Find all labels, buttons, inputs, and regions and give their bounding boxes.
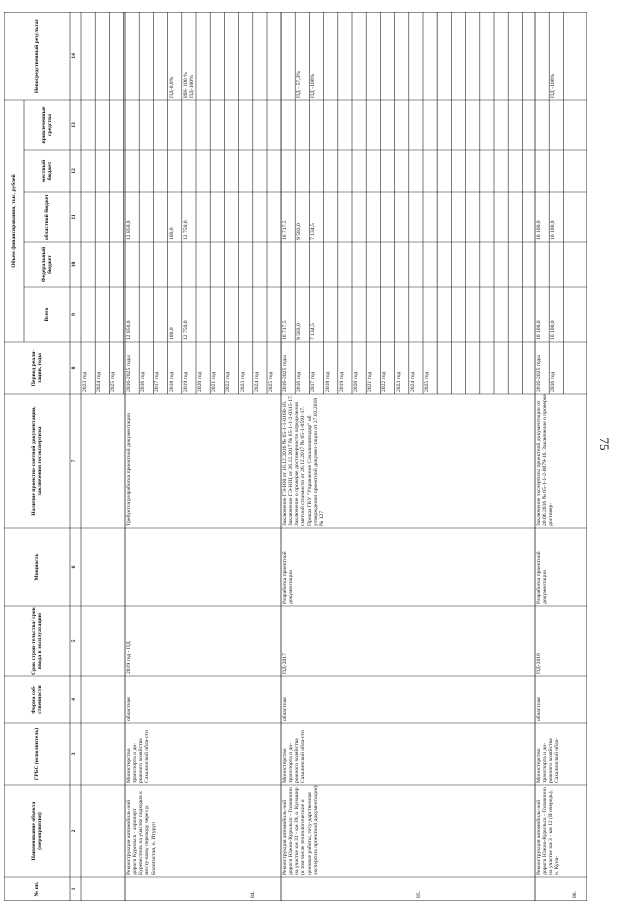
col-number: 10 <box>71 261 77 268</box>
result-cell: ПД -100% <box>550 73 557 98</box>
table-sheet <box>4 12 587 901</box>
federal-cell <box>536 241 548 286</box>
result-cell <box>282 11 295 99</box>
federal-cell <box>424 241 436 286</box>
period-cell: 2024 год <box>96 371 102 392</box>
total-cell: 10 100,0 <box>536 320 542 340</box>
period-cell: 2023 год <box>239 371 246 392</box>
total-cell <box>339 286 351 341</box>
result-cell <box>424 11 437 99</box>
regional-cell <box>225 191 237 241</box>
regional-cell <box>396 191 408 241</box>
object-capacity: Разработка проектной документации <box>536 549 549 604</box>
header-term: Срок строи-тельства/ срок ввода в эксплуатацию <box>30 607 43 675</box>
federal-cell <box>169 241 181 286</box>
federal-cell <box>183 241 195 286</box>
header-no: № пп. <box>33 881 40 897</box>
object-number: 86. <box>572 891 578 898</box>
period-cell: 2017 год <box>154 371 161 392</box>
period-cell: 2016-2025 годы <box>536 354 542 392</box>
regional-cell: 100,0 <box>168 227 175 240</box>
regional-cell <box>367 191 379 241</box>
header-funding-group: Объем финансирования, тыс. рублей <box>10 174 17 268</box>
regional-cell <box>140 191 152 241</box>
header-form: Форма соб-ственности <box>30 685 43 714</box>
regional-cell: 7 134,5 <box>310 223 317 240</box>
total-cell <box>197 286 209 341</box>
regional-cell <box>339 191 351 241</box>
result-cell <box>381 11 394 99</box>
header-regional: областной бюджет <box>43 193 50 241</box>
result-cell: ПД - 57,3% <box>296 71 303 98</box>
federal-cell <box>310 241 322 286</box>
total-cell: 12 750,0 <box>182 320 189 340</box>
regional-cell <box>197 191 209 241</box>
object-name: Реконструкция автомобиль-ной дороги Южно-Курильск - Головнино на участке км 3 - км 12 (II очередь), о. Куна- <box>536 785 561 875</box>
regional-cell <box>154 191 166 241</box>
federal-cell <box>140 241 152 286</box>
period-cell: 2017 год <box>310 371 317 392</box>
total-cell <box>325 286 337 341</box>
col-number: 8 <box>71 366 77 370</box>
object-docs: Заключение ГЭ-Ю0 от 16.12.2016 № 65-1-1-0160-16. Заключение ГЭ-ЮЦ от 26.12.2017 № 65-1-1-2-0315-17. Заключение о проверке достоверности определения сметной стоимости от 26.12.2017 № 65-1-0591-17. Приказ ГКУ "Управление Сахалинавтодор" об утверждении проектной докумен-тации от 27.03.2018 № 127 <box>282 393 325 526</box>
regional-cell <box>353 191 365 241</box>
col-number: 14 <box>71 53 77 59</box>
regional-cell <box>211 191 223 241</box>
total-cell: 12 850,0 <box>126 320 132 340</box>
federal-cell <box>367 241 379 286</box>
result-cell <box>396 11 409 99</box>
header-total: Всего <box>43 307 50 322</box>
result-cell <box>339 11 352 99</box>
result-cell <box>240 11 253 99</box>
regional-cell <box>240 191 252 241</box>
col-number: 6 <box>71 565 77 569</box>
total-cell <box>410 286 422 341</box>
col-number: 11 <box>71 214 77 220</box>
period-cell: 2019 год <box>182 371 189 392</box>
header-attracted: привлеченные средства <box>40 106 53 144</box>
federal-cell <box>126 241 138 286</box>
period-cell: 2025 год <box>268 371 274 392</box>
header-local: местный бюджет <box>40 159 53 183</box>
header-name: Наименование объекта (мероприятия) <box>30 801 43 861</box>
federal-cell <box>211 241 223 286</box>
object-grbs: Министерство транспорта и до-рожного хозяйства Сахалинской обла-сти <box>126 730 151 783</box>
total-cell <box>140 286 152 341</box>
regional-cell: 12 750,0 <box>182 220 189 240</box>
object-form: областная <box>282 697 288 721</box>
federal-cell <box>154 241 166 286</box>
page-number: 75 <box>597 437 612 451</box>
total-cell <box>353 286 365 341</box>
object-docs: Заключение экспертизы проектной документации от 20.06.2016 № 65-1-1-2-0079-16. Заключение о проверке достовер- <box>536 393 555 526</box>
object-name: Реконструкция автомобиль-ной дороги Южно-Курильск - Головнино на участке км 31 - км 39, о. Кунашир (в том числе технологические и ценовые работы, госу-дарственная экспертиза проектной документации) <box>282 785 319 875</box>
result-cell <box>154 11 167 99</box>
period-cell: 2021 год <box>211 371 218 392</box>
regional-cell <box>381 191 393 241</box>
period-cell: 2024 год <box>253 371 260 392</box>
object-number: 84. <box>250 891 256 898</box>
result-cell <box>536 11 549 99</box>
total-cell <box>396 286 408 341</box>
period-cell: 2019 год <box>338 371 345 392</box>
period-cell: 2025 год <box>424 371 430 392</box>
federal-cell <box>268 241 280 286</box>
regional-cell: 12 850,0 <box>126 220 132 240</box>
header-federal: Федеральный бюджет <box>40 246 53 283</box>
period-cell: 2016 год <box>140 371 147 392</box>
federal-cell <box>282 241 294 286</box>
federal-cell <box>550 241 562 286</box>
col-number: 12 <box>71 168 77 174</box>
federal-cell <box>353 241 365 286</box>
total-cell <box>268 286 280 341</box>
period-cell: 2023 год <box>82 371 88 392</box>
result-cell <box>410 11 423 99</box>
table-frame <box>4 12 587 901</box>
header-capacity: Мощность <box>33 553 40 581</box>
object-number: 85. <box>416 891 422 898</box>
col-number: 3 <box>71 752 77 756</box>
result-cell <box>353 11 366 99</box>
federal-cell <box>197 241 209 286</box>
period-cell: 2016 год <box>296 371 303 392</box>
period-cell: 2018 год <box>324 371 331 392</box>
total-cell <box>381 286 393 341</box>
col-number: 7 <box>71 459 77 463</box>
period-cell: 2020 год <box>353 371 359 392</box>
period-cell: 2025 год <box>110 371 116 392</box>
col-number: 4 <box>71 698 77 701</box>
period-cell: 2024 год <box>409 371 416 392</box>
regional-cell <box>410 191 422 241</box>
federal-cell <box>381 241 393 286</box>
result-cell <box>197 11 210 99</box>
federal-cell <box>240 241 252 286</box>
result-cell <box>211 11 224 99</box>
header-docs: Наличие проектно-сметной документации, заключения госэкспертизы <box>30 406 43 516</box>
period-cell: 2018 год <box>168 371 175 392</box>
regional-cell <box>325 191 337 241</box>
object-name: Реконструкция автомобиль-ной дороги Курильск - аэропорт Буревестник на участке подходов к мосту-вому переходу через р. Болотистая, о. Итуруп <box>126 789 157 875</box>
total-cell <box>367 286 379 341</box>
period-cell: 2023 год <box>395 371 402 392</box>
object-form: областная <box>126 697 132 721</box>
federal-cell <box>225 241 237 286</box>
regional-cell: 16 717,5 <box>282 220 288 240</box>
period-cell: 2020 год <box>197 371 203 392</box>
regional-cell <box>424 191 436 241</box>
total-cell <box>211 286 223 341</box>
col-number: 2 <box>71 829 77 833</box>
header-result: Непосредственный результат <box>33 18 40 94</box>
total-cell <box>424 286 436 341</box>
header-grbs: ГРБС (исполнитель) <box>33 727 40 781</box>
federal-cell <box>296 241 308 286</box>
federal-cell <box>325 241 337 286</box>
period-cell: 2016 год <box>550 371 557 392</box>
object-grbs: Министерство транспорта и до-рожного хозяйства Сахалинской обла-сти <box>282 730 307 783</box>
total-cell <box>240 286 252 341</box>
period-cell: 2016-2025 годы <box>126 354 132 392</box>
result-cell <box>254 11 267 99</box>
total-cell: 7 134,5 <box>310 323 317 340</box>
result-cell: ИИ- 100 % ПД-100% <box>182 72 195 98</box>
regional-cell <box>254 191 266 241</box>
total-cell <box>154 286 166 341</box>
federal-cell <box>396 241 408 286</box>
federal-cell <box>339 241 351 286</box>
total-cell: 9 583,0 <box>296 323 303 340</box>
regional-cell <box>268 191 280 241</box>
result-cell <box>268 11 281 99</box>
total-cell: 100,0 <box>168 327 175 340</box>
result-cell <box>225 11 238 99</box>
object-capacity: Разработка проектной документации <box>282 549 295 604</box>
result-cell <box>325 11 338 99</box>
regional-cell: 10 100,0 <box>536 220 542 240</box>
regional-cell: 10 100,0 <box>550 220 557 240</box>
header-period: Период реали-зации, годы <box>30 349 43 387</box>
object-form: областная <box>536 697 542 721</box>
col-number: 9 <box>71 313 77 316</box>
col-number: 5 <box>71 639 77 643</box>
period-cell: 2016-2025 годы <box>282 354 288 392</box>
result-cell <box>140 11 153 99</box>
object-grbs: Министерство транспорта и до-рожного хозяйства Сахалинской обла- <box>536 737 561 783</box>
total-cell <box>225 286 237 341</box>
result-cell: ПД -100% <box>310 73 317 98</box>
result-cell <box>367 11 380 99</box>
object-docs: Требуется разработка проектной документации <box>126 413 132 526</box>
regional-cell: 9 583,0 <box>296 223 303 240</box>
col-number: 13 <box>71 122 77 128</box>
object-term: ПД-2017 <box>282 653 288 674</box>
result-cell: ПД-0,8% <box>168 76 175 98</box>
total-cell <box>254 286 266 341</box>
period-cell: 2022 год <box>381 371 388 392</box>
object-term: ПД-2016 <box>536 653 542 674</box>
col-number: 1 <box>71 887 77 891</box>
result-cell <box>126 11 139 99</box>
total-cell: 10 100,0 <box>550 320 557 340</box>
period-cell: 2022 год <box>225 371 232 392</box>
total-cell: 16 717,5 <box>282 320 288 340</box>
period-cell: 2021 год <box>367 371 374 392</box>
federal-cell <box>254 241 266 286</box>
federal-cell <box>410 241 422 286</box>
object-term: 2019 год - ПД <box>126 641 132 674</box>
